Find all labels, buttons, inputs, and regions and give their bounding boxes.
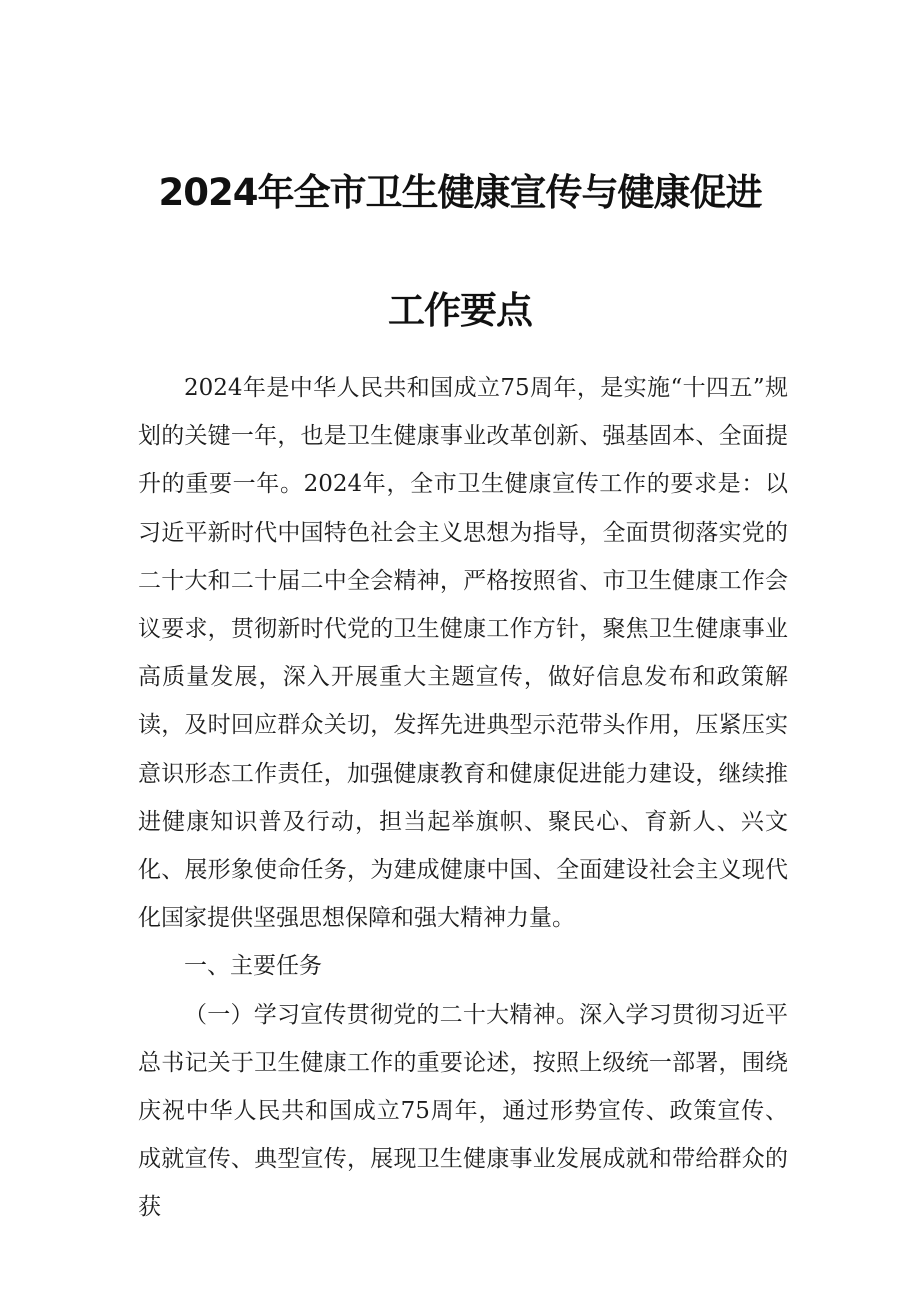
document-body [138,364,788,1232]
intro-paragraph: 2024年是中华人民共和国成立75周年，是实施“十四五”规划的关键一年，也是卫生健康事业改革创新、强基固本、全面提升的重要一年。2024年，全市卫生健康宣传工作的要求是：以习近平新时代中国特色社会主义思想为指导，全面贯彻落实党的二十大和二十届二中全会精神，严格按照省、市卫生健康工作会议要求，贯彻新时代党的卫生健康工作方针，聚焦卫生健康事业高质量发展，深入开展重大主题宣传，做好信息发布和政策解读，及时回应群众关切，发挥先进典型示范带头作用，压紧压实意识形态工作责任，加强健康教育和健康促进能力建设，继续推进健康知识普及行动，担当起举旗帜、聚民心、育新人、兴文化、展形象使命任务，为建成健康中国、全面建设社会主义现代化国家提供坚强思想保障和强大精神力量。 [138,375,788,932]
task-paragraph-1: （一）学习宣传贯彻党的二十大精神。深入学习贯彻习近平总书记关于卫生健康工作的重要论述，按照上级统一部署，围绕庆祝中华人民共和国成立75周年，通过形势宣传、政策宣传、成就宣传、典型宣传，展现卫生健康事业发展成就和带给群众的获 [138,1001,788,1221]
document-title-line-1: 2024年全市卫生健康宣传与健康促进 [158,171,762,214]
section-heading-main-tasks: 一、主要任务 [184,953,322,980]
document-title-line-2: 工作要点 [388,289,532,332]
